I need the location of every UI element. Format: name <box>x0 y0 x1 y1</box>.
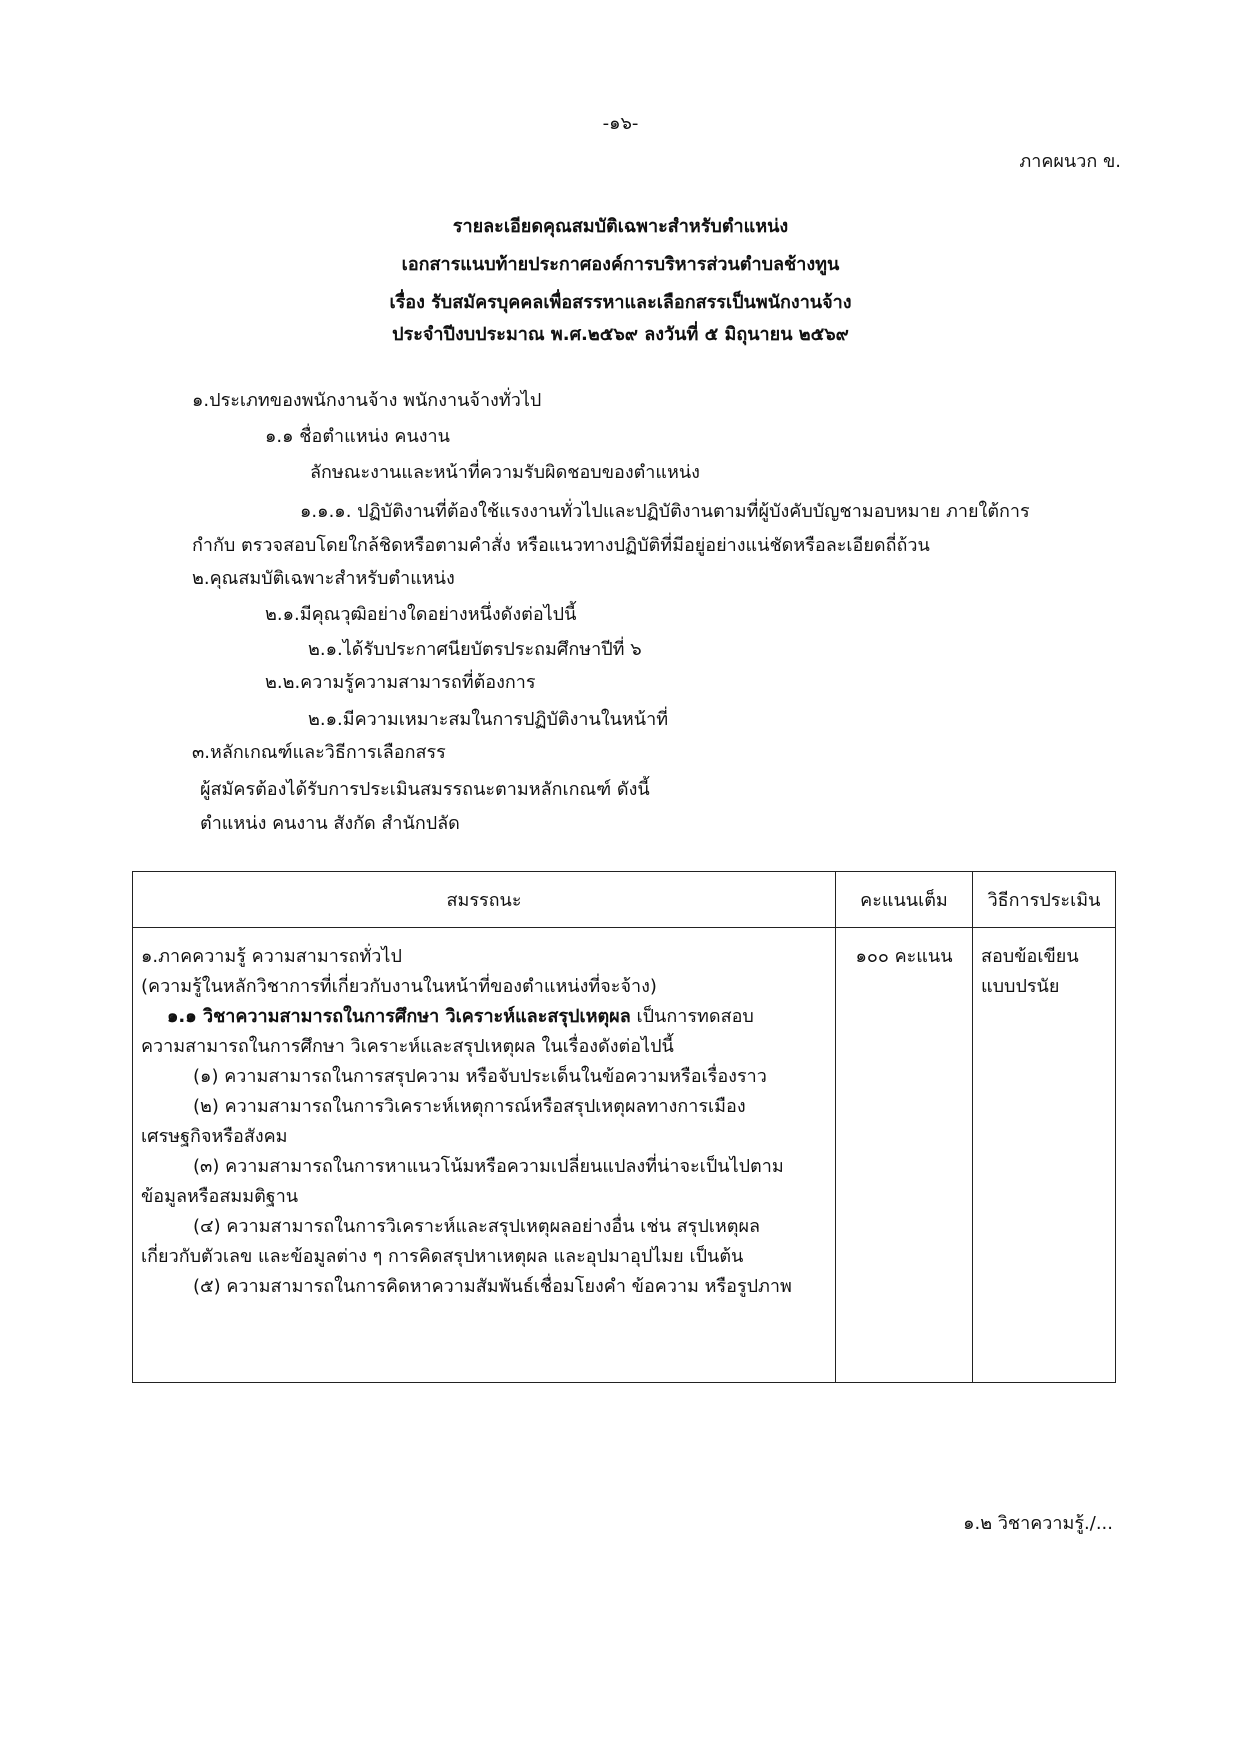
item-4: (๔) ความสามารถในการวิเคราะห์และสรุปเหตุผลอย่างอื่น เช่น สรุปเหตุผล <box>193 1216 761 1237</box>
knowledge-heading: ๒.๒.ความรู้ความสามารถที่ต้องการ <box>265 672 536 693</box>
header-full-score: คะแนนเต็ม <box>836 872 973 928</box>
table-row <box>133 928 1116 1383</box>
section-2-heading: ๒.คุณสมบัติเฉพาะสำหรับตำแหน่ง <box>192 568 455 589</box>
duty-line-2: กำกับ ตรวจสอบโดยใกล้ชิดหรือตามคำสั่ง หรือแนวทางปฏิบัติที่มีอยู่อย่างแน่ชัดหรือละเอียดถี่ถ้วน <box>192 535 930 556</box>
item-2: (๒) ความสามารถในการวิเคราะห์เหตุการณ์หรือสรุปเหตุผลทางการเมือง <box>193 1096 746 1117</box>
subject-heading: ๑.๑ วิชาความสามารถในการศึกษา วิเคราะห์และสรุปเหตุผล <box>167 1006 631 1027</box>
section-3-line-2: ตำแหน่ง คนงาน สังกัด สำนักปลัด <box>200 813 460 834</box>
method-cell <box>973 928 1116 1383</box>
page-number: -๑๖- <box>602 113 639 134</box>
item-3: (๓) ความสามารถในการหาแนวโน้มหรือความเปลี่ยนแปลงที่น่าจะเป็นไปตาม <box>193 1156 784 1177</box>
duty-heading: ลักษณะงานและหน้าที่ความรับผิดชอบของตำแหน่ง <box>310 462 700 483</box>
header-method: วิธีการประเมิน <box>973 872 1116 928</box>
duty-line-1: ๑.๑.๑. ปฏิบัติงานที่ต้องใช้แรงงานทั่วไปและปฏิบัติงานตามที่ผู้บังคับบัญชามอบหมาย ภายใต้การ <box>300 501 1030 522</box>
part-note: (ความรู้ในหลักวิชาการที่เกี่ยวกับงานในหน้าที่ของตำแหน่งที่จะจ้าง) <box>141 976 657 997</box>
title-line-4: ประจำปีงบประมาณ พ.ศ.๒๕๖๙ ลงวันที่ ๕ มิถุนายน ๒๕๖๙ <box>392 324 849 345</box>
position-name: ๑.๑ ชื่อตำแหน่ง คนงาน <box>265 426 450 447</box>
table-header-row <box>133 872 1116 928</box>
competency-cell <box>133 928 836 1383</box>
method-line-1: สอบข้อเขียน <box>981 946 1079 967</box>
title-line-1: รายละเอียดคุณสมบัติเฉพาะสำหรับตำแหน่ง <box>452 216 789 237</box>
qualification-heading: ๒.๑.มีคุณวุฒิอย่างใดอย่างหนึ่งดังต่อไปนี้ <box>265 604 577 625</box>
method-line-2: แบบปรนัย <box>981 976 1060 997</box>
full-score: ๑๐๐ คะแนน <box>855 946 953 967</box>
continuation-note: ๑.๒ วิชาความรู้./... <box>963 1513 1113 1534</box>
title-line-2: เอกสารแนบท้ายประกาศองค์การบริหารส่วนตำบลช้างทูน <box>401 254 840 275</box>
subject-line <box>141 1002 827 1032</box>
title-line-3: เรื่อง รับสมัครบุคคลเพื่อสรรหาและเลือกสรรเป็นพนักงานจ้าง <box>389 292 852 313</box>
score-cell <box>836 928 973 1383</box>
subject-desc: เป็นการทดสอบ <box>630 1006 754 1027</box>
subject-desc-2: ความสามารถในการศึกษา วิเคราะห์และสรุปเหตุผล ในเรื่องดังต่อไปนี้ <box>141 1036 674 1057</box>
item-4-cont: เกี่ยวกับตัวเลข และข้อมูลต่าง ๆ การคิดสรุปหาเหตุผล และอุปมาอุปไมย เป็นต้น <box>141 1246 744 1267</box>
part-heading: ๑.ภาคความรู้ ความสามารถทั่วไป <box>141 946 402 967</box>
item-5: (๕) ความสามารถในการคิดหาความสัมพันธ์เชื่อมโยงคำ ข้อความ หรือรูปภาพ <box>193 1276 792 1297</box>
qualification-item: ๒.๑.ได้รับประกาศนียบัตรประถมศึกษาปีที่ ๖ <box>308 639 642 660</box>
section-3-heading: ๓.หลักเกณฑ์และวิธีการเลือกสรร <box>192 742 446 763</box>
item-3-cont: ข้อมูลหรือสมมติฐาน <box>141 1186 299 1207</box>
item-2-cont: เศรษฐกิจหรือสังคม <box>141 1126 288 1147</box>
section-3-line-1: ผู้สมัครต้องได้รับการประเมินสมรรถนะตามหลักเกณฑ์ ดังนี้ <box>200 779 650 800</box>
item-1: (๑) ความสามารถในการสรุปความ หรือจับประเด็นในข้อความหรือเรื่องราว <box>193 1066 767 1087</box>
section-1-heading: ๑.ประเภทของพนักงานจ้าง พนักงานจ้างทั่วไป <box>192 390 542 411</box>
competency-table <box>132 871 1116 1383</box>
knowledge-item: ๒.๑.มีความเหมาะสมในการปฏิบัติงานในหน้าที่ <box>308 709 669 730</box>
header-competency: สมรรถนะ <box>133 872 836 928</box>
appendix-label: ภาคผนวก ข. <box>1019 151 1121 172</box>
